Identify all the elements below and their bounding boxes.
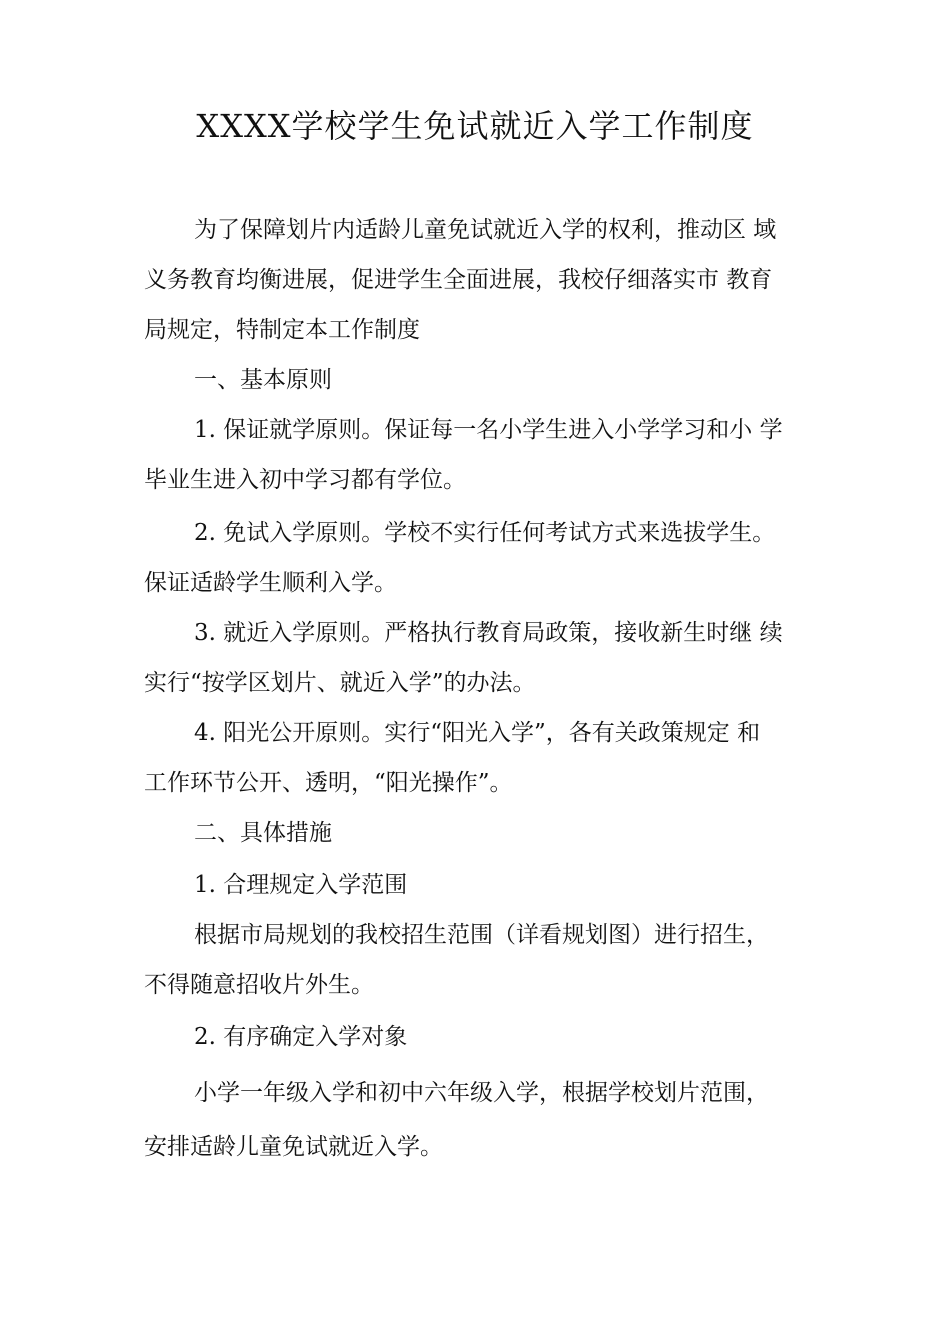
body-line: 二、具体措施 bbox=[194, 820, 332, 846]
document-title: XXXX学校学生免试就近入学工作制度 bbox=[196, 107, 754, 145]
body-line: 不得随意招收片外生。 bbox=[144, 972, 374, 998]
body-line: 小学一年级入学和初中六年级入学，根据学校划片范围， bbox=[194, 1080, 769, 1106]
body-line: 根据市局规划的我校招生范围（详看规划图）进行招生， bbox=[194, 922, 769, 948]
body-line: 2. 免试入学原则。学校不实行任何考试方式来选拔学生。 bbox=[194, 520, 776, 546]
body-line: 3. 就近入学原则。严格执行教育局政策，接收新生时继 续 bbox=[194, 620, 783, 646]
body-line: 1. 合理规定入学范围 bbox=[194, 872, 408, 898]
body-line: 毕业生进入初中学习都有学位。 bbox=[144, 467, 466, 493]
body-line: 一、基本原则 bbox=[194, 367, 332, 393]
body-line: 局规定，特制定本工作制度 bbox=[144, 317, 420, 343]
body-line: 1. 保证就学原则。保证每一名小学生进入小学学习和小 学 bbox=[194, 417, 783, 443]
body-line: 4. 阳光公开原则。实行“阳光入学”，各有关政策规定 和 bbox=[194, 720, 761, 746]
body-line: 工作环节公开、透明，“阳光操作”。 bbox=[144, 770, 513, 796]
body-line: 义务教育均衡进展，促进学生全面进展，我校仔细落实市 教育 bbox=[144, 267, 773, 293]
body-line: 为了保障划片内适龄儿童免试就近入学的权利，推动区 域 bbox=[194, 217, 777, 243]
body-line: 保证适龄学生顺利入学。 bbox=[144, 570, 397, 596]
body-line: 安排适龄儿童免试就近入学。 bbox=[144, 1134, 443, 1160]
body-line: 2. 有序确定入学对象 bbox=[194, 1024, 408, 1050]
body-line: 实行“按学区划片、就近入学”的办法。 bbox=[144, 670, 536, 696]
